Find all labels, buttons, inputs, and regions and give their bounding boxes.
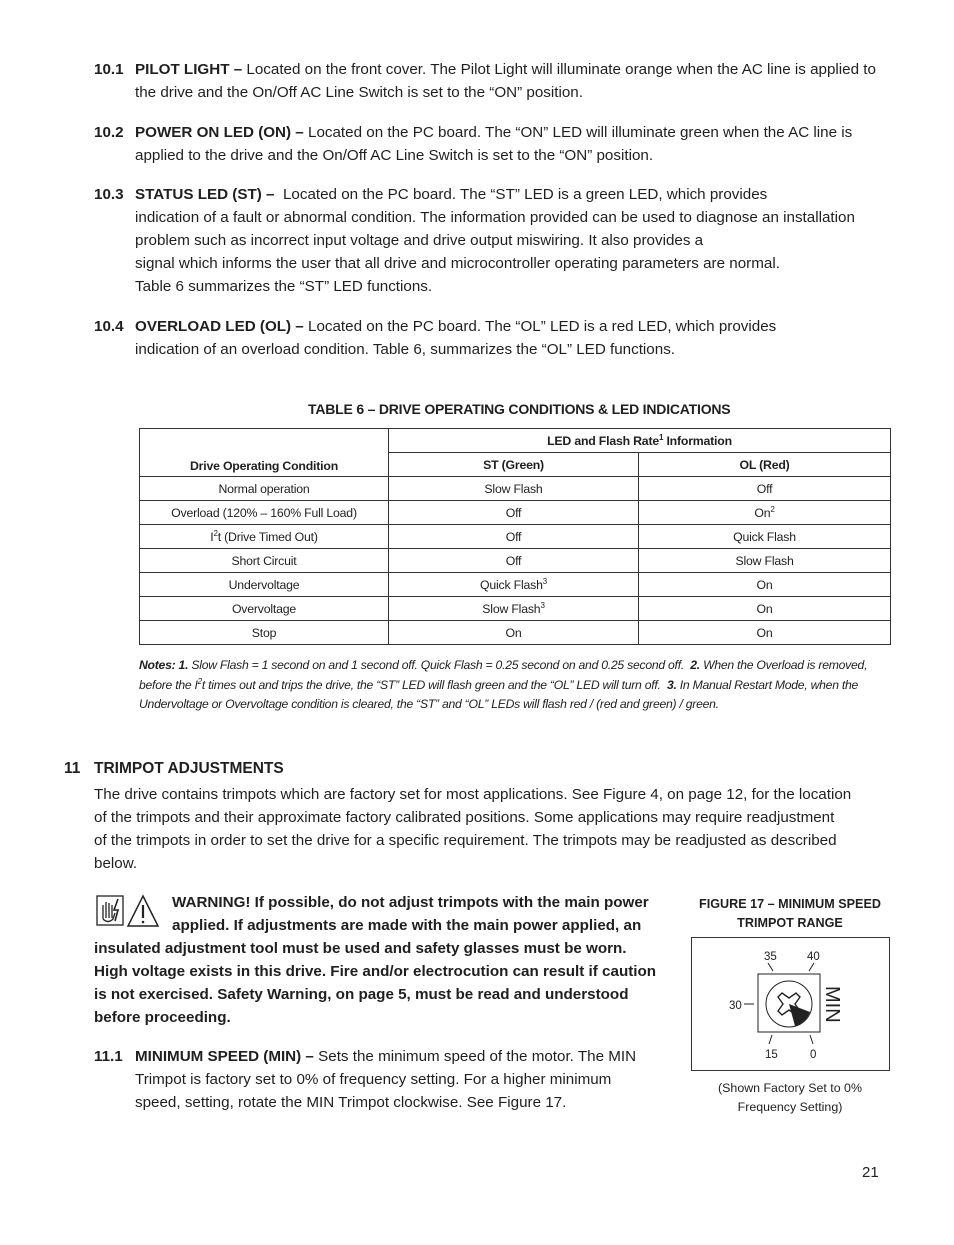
- cell-st: Off: [389, 525, 639, 549]
- label-0: 0: [810, 1049, 817, 1061]
- section-text-line: indication of an overload condition. Table 6, summarizes the “OL” LED functions.: [135, 341, 676, 358]
- section-number: 11.1: [94, 1048, 123, 1065]
- section-number: 10.4: [94, 318, 124, 335]
- label-35: 35: [764, 951, 777, 963]
- table-caption: TABLE 6 – DRIVE OPERATING CONDITIONS & LED INDICATIONS: [308, 401, 731, 417]
- section-title: STATUS LED (ST) –: [135, 186, 275, 203]
- figure-17: [691, 937, 890, 1071]
- section-text: Located on the front cover. The Pilot Light will illuminate orange when the AC line is applied to the drive and the On/Off AC Line Switch is set to the “ON” position.: [135, 61, 876, 101]
- cell-st: Quick Flash$^3$: [389, 573, 639, 597]
- label-30: 30: [729, 1000, 742, 1012]
- cell-ol: On$^2$: [639, 501, 891, 525]
- warning-block: WARNING! If possible, do not adjust trimpots with the main power applied. If adjustments are made with the main power applied, an insulated adjustment tool must be used and safety glasses must be worn. High voltage exists in this drive. Fire and/or electrocution can result if caution is not exercised. Safety Warning, on page 5, must be read and understood before proceeding.: [94, 891, 666, 1029]
- section-title: POWER ON LED (ON) –: [135, 124, 304, 141]
- section-text-line: indication of a fault or abnormal condition. The information provided can be used to diagnose an installation: [135, 209, 855, 226]
- cell-ol: On: [639, 597, 891, 621]
- cell-condition: Stop: [140, 621, 389, 645]
- warning-icon: [94, 891, 168, 935]
- cell-ol: On: [639, 573, 891, 597]
- section-title: MINIMUM SPEED (MIN) –: [135, 1048, 314, 1065]
- table-row: [140, 621, 891, 645]
- section-10-3: [94, 183, 894, 298]
- cell-st: Slow Flash$^3$: [389, 597, 639, 621]
- header-ol: OL (Red): [639, 453, 891, 477]
- section-text: Located on the PC board. The “ON” LED will illuminate green when the AC line is applied to the drive and the On/Off AC Line Switch is set to the “ON” position.: [135, 124, 853, 164]
- cell-st: On: [389, 621, 639, 645]
- section-text-line: signal which informs the user that all drive and microcontroller operating parameters are normal.: [135, 255, 780, 272]
- cell-ol: Off: [639, 477, 891, 501]
- table-row: [140, 477, 891, 501]
- cell-ol: Slow Flash: [639, 549, 891, 573]
- section-10-2: [94, 121, 894, 167]
- table-row: [140, 525, 891, 549]
- cell-ol: On: [639, 621, 891, 645]
- section-text-line: Table 6 summarizes the “ST” LED functions.: [135, 278, 433, 295]
- table-row: [140, 501, 891, 525]
- cell-st: Off: [389, 501, 639, 525]
- section-number: 10.2: [94, 124, 124, 141]
- table-row: [140, 597, 891, 621]
- cell-condition: $I^2t$ (Drive Timed Out): [140, 525, 389, 549]
- cell-ol: Quick Flash: [639, 525, 891, 549]
- header-led-group: LED and Flash Rate$^1$ Information: [389, 429, 891, 453]
- header-condition: Drive Operating Condition: [140, 429, 389, 477]
- figure-17-caption: FIGURE 17 – MINIMUM SPEED TRIMPOT RANGE: [699, 897, 881, 930]
- table-notes: Notes: 1. Slow Flash = 1 second on and 1 second off. Quick Flash = 0.25 second on and 0.25 second off. 2. When the Overload is removed, before the $I^2t$ times out and trips the drive, the “ST” LED will flash green and the “OL” LED will turn off. 3. In Manual Restart Mode, when the Undervoltage or Overvoltage condition is cleared, the “ST” and “OL” LEDs will flash red / (red and green) / green.: [139, 658, 868, 711]
- section-10-4: [94, 315, 894, 361]
- cell-st: Off: [389, 549, 639, 573]
- cell-st: Slow Flash: [389, 477, 639, 501]
- section-11-1: 11.1 MINIMUM SPEED (MIN) – Sets the minimum speed of the motor. The MIN Trimpot is factory set to 0% of frequency setting. For a higher minimum speed, setting, rotate the MIN Trimpot clockwise. See Figure 17.: [94, 1045, 674, 1114]
- figure-17-note: (Shown Factory Set to 0% Frequency Setting): [718, 1081, 862, 1114]
- cell-condition: Overvoltage: [140, 597, 389, 621]
- cell-condition: Short Circuit: [140, 549, 389, 573]
- led-table: [139, 428, 891, 645]
- section-text-line: problem such as incorrect input voltage and drive output miswiring. It also provides a: [135, 232, 704, 249]
- trimpot-indicator: [789, 1004, 810, 1026]
- section-number: 10.1: [94, 61, 124, 78]
- section-text-line: Located on the PC board. The “OL” LED is a red LED, which provides: [308, 318, 777, 335]
- cell-condition: Normal operation: [140, 477, 389, 501]
- label-40: 40: [807, 951, 820, 963]
- table-row: [140, 549, 891, 573]
- section-title: OVERLOAD LED (OL) –: [135, 318, 304, 335]
- section-title: PILOT LIGHT –: [135, 61, 243, 78]
- section-number: 10.3: [94, 186, 124, 203]
- label-15: 15: [765, 1049, 778, 1061]
- cell-condition: Undervoltage: [140, 573, 389, 597]
- section-11-intro: The drive contains trimpots which are factory set for most applications. See Figure 4, on page 12, for the location of the trimpots and their approximate factory calibrated positions. Some applications may require readjustment of the trimpots in order to set the drive for a specific requirement. The trimpots may be readjusted as described below.: [94, 786, 852, 872]
- cell-condition: Overload (120% – 160% Full Load): [140, 501, 389, 525]
- section-10-1: [94, 58, 894, 104]
- section-11-heading: 11 TRIMPOT ADJUSTMENTS: [64, 760, 284, 777]
- min-label: MIN: [821, 986, 843, 1023]
- table-row: [140, 573, 891, 597]
- trimpot-diagram: [692, 938, 889, 1070]
- header-st: ST (Green): [389, 453, 639, 477]
- page-number: 21: [862, 1164, 879, 1181]
- section-text-line: Located on the PC board. The “ST” LED is a green LED, which provides: [282, 186, 768, 203]
